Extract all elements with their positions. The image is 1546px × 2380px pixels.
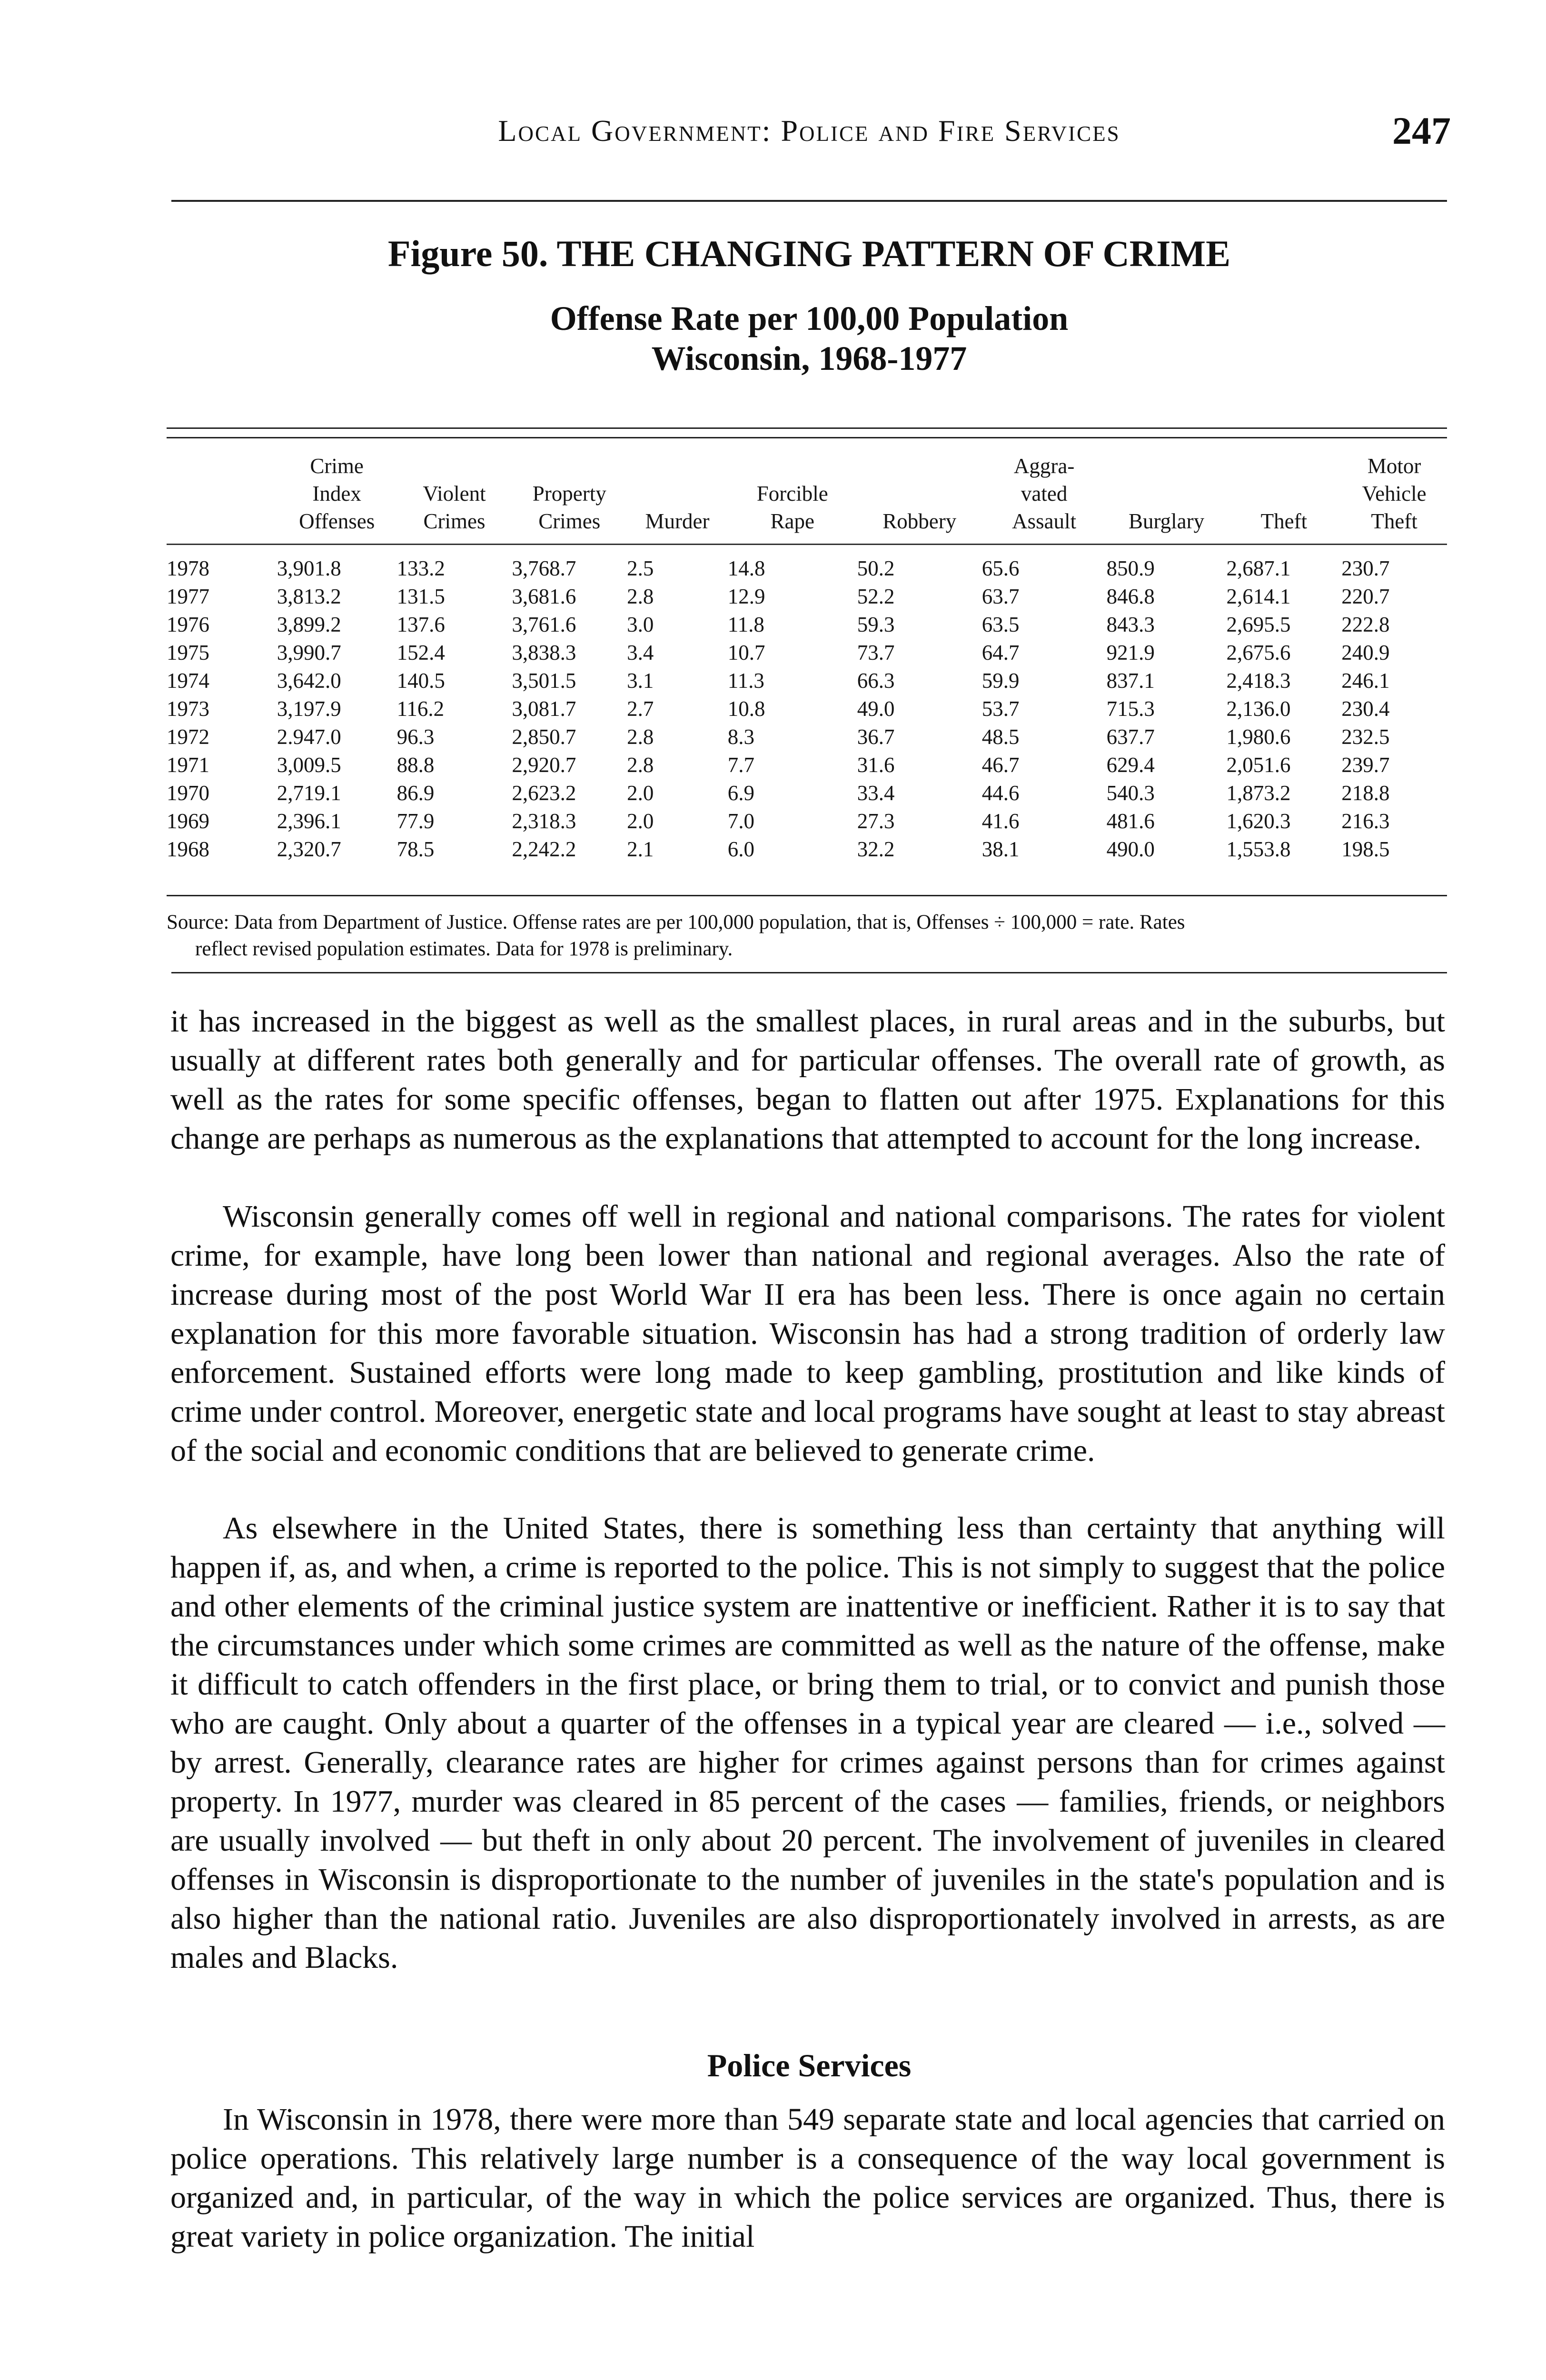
table-cell: 540.3	[1106, 781, 1155, 805]
row-year: 1976	[167, 613, 209, 636]
table-header-row	[167, 452, 1447, 545]
table-row	[167, 667, 1447, 695]
body-paragraph-4: In Wisconsin in 1978, there were more than 549 separate state and local agencies that carried on police operations. This relatively large number is a consequence of the way local government is organized and, in particular, of the way in which the police services are organized. Thus, there is great variety in police organization. The initial	[170, 2102, 1445, 2254]
column-header-line	[1107, 452, 1227, 480]
table-cell: 216.3	[1341, 809, 1390, 833]
table-cell: 2.7	[627, 697, 654, 721]
table-cell: 921.9	[1106, 641, 1155, 664]
table-cell: 2.0	[627, 781, 654, 805]
column-header-line: vated	[1021, 482, 1068, 506]
table-cell: 2.1	[627, 837, 654, 861]
column-header-0	[167, 452, 277, 545]
row-year: 1978	[167, 556, 209, 580]
column-header-line: Crimes	[538, 509, 601, 533]
column-header-line: Theft	[1371, 509, 1417, 533]
source-note-line2: reflect revised population estimates. Data for 1978 is preliminary.	[195, 938, 733, 960]
table-cell: 133.2	[396, 556, 445, 580]
table-cell: 3,761.6	[512, 613, 576, 636]
column-header-line: Theft	[1260, 509, 1308, 533]
table-cell: 490.0	[1106, 837, 1155, 861]
column-header-3	[512, 452, 627, 545]
table-cell: 86.9	[396, 781, 435, 805]
column-header-line: Index	[312, 482, 361, 506]
table-cell: 48.5	[981, 725, 1020, 749]
column-header-line	[167, 507, 277, 535]
column-header-7	[982, 452, 1107, 545]
table-cell: 222.8	[1341, 613, 1390, 636]
table-cell: 73.7	[857, 641, 895, 664]
table-cell: 3,197.9	[277, 697, 341, 721]
table-cell: 88.8	[396, 753, 435, 777]
column-header-1	[277, 452, 397, 545]
table-cell: 240.9	[1341, 641, 1390, 664]
table-cell: 12.9	[727, 585, 765, 608]
table-cell: 239.7	[1341, 753, 1390, 777]
figure-subtitle-line2: Wisconsin, 1968-1977	[651, 339, 967, 377]
table-cell: 11.3	[727, 669, 764, 693]
table-row	[167, 723, 1447, 751]
table-cell: 6.0	[727, 837, 754, 861]
table-body	[167, 545, 1447, 883]
column-header-line: Vehicle	[1362, 482, 1427, 506]
table-cell: 96.3	[396, 725, 435, 749]
running-head-title: Local Government: Police and Fire Services	[498, 114, 1120, 148]
row-year: 1972	[167, 725, 209, 749]
table-cell: 230.7	[1341, 556, 1390, 580]
table-cell: 3,838.3	[512, 641, 576, 664]
table-cell: 63.5	[981, 613, 1020, 636]
table-row	[167, 545, 1447, 583]
column-header-line: Forcible	[756, 482, 828, 506]
column-header-line	[512, 452, 627, 480]
column-header-line	[167, 480, 277, 507]
row-year: 1973	[167, 697, 209, 721]
table-cell: 2,318.3	[512, 809, 576, 833]
column-header-line: Robbery	[882, 509, 957, 533]
table-cell: 2,614.1	[1226, 585, 1291, 608]
source-note-line1: Source: Data from Department of Justice. Offense rates are per 100,000 population, that is, Offenses ÷ 100,000 = rate. Rates	[167, 911, 1185, 933]
table-cell: 218.8	[1341, 781, 1390, 805]
column-header-line	[397, 452, 512, 480]
table-cell: 198.5	[1341, 837, 1390, 861]
table-cell: 3.4	[627, 641, 654, 664]
table-cell: 31.6	[857, 753, 895, 777]
figure-title: Figure 50. THE CHANGING PATTERN OF CRIME	[387, 233, 1231, 274]
section-heading-police-services: Police Services	[707, 2047, 912, 2083]
column-header-line: Violent	[423, 482, 486, 506]
row-year: 1977	[167, 585, 209, 608]
table-cell: 3.1	[627, 669, 654, 693]
column-header-line: Murder	[645, 509, 710, 533]
column-header-line	[1226, 480, 1341, 507]
table-cell: 2,623.2	[512, 781, 576, 805]
table-top-rule	[167, 427, 1447, 429]
table-cell: 137.6	[396, 613, 445, 636]
table-cell: 38.1	[981, 837, 1020, 861]
table-cell: 637.7	[1106, 725, 1155, 749]
page-number: 247	[1392, 109, 1451, 152]
column-header-line: Offenses	[299, 509, 375, 533]
column-header-line: Crime	[310, 454, 364, 478]
table-cell: 66.3	[857, 669, 895, 693]
table-cell: 6.9	[727, 781, 754, 805]
table-cell: 36.7	[857, 725, 895, 749]
column-header-line	[1226, 452, 1341, 480]
table-cell: 10.7	[727, 641, 765, 664]
column-header-5	[728, 452, 857, 545]
body-paragraph-3: As elsewhere in the United States, there is something less than certainty that anything will happen if, as, and when, a crime is reported to the police. This is not simply to suggest that the police and other elements of the criminal justice system are inattentive or inefficient. Rather it is to say that the circumstances under which some crimes are committed as well as the nature of the offense, make it difficult to catch offenders in the first place, or bring them to trial, or to convict and punish those who are caught. Only about a quarter of the offenses in a typical year are cleared — i.e., solved — by arrest. Generally, clearance rates are higher for crimes against persons than for crimes against property. In 1977, murder was cleared in 85 percent of the cases — families, friends, or neighbors are usually involved — but theft in only about 20 percent. The involvement of juveniles in cleared offenses in Wisconsin is disproportionate to the number of juveniles in the state's population and is also higher than the national ratio. Juveniles are also disproportionately involved in arrests, as are males and Blacks.	[170, 1511, 1445, 1975]
table-cell: 65.6	[981, 556, 1020, 580]
table-cell: 7.7	[727, 753, 754, 777]
table-cell: 2,719.1	[277, 781, 341, 805]
body-paragraph-1: it has increased in the biggest as well as the smallest places, in rural areas and in the suburbs, but usually at different rates both generally and for particular offenses. The overall rate of growth, as well as the rates for some specific offenses, began to flatten out after 1975. Explanations for this change are perhaps as numerous as the explanations that attempted to account for the long increase.	[170, 1004, 1445, 1156]
column-header-line: Motor	[1367, 454, 1421, 478]
column-header-10	[1341, 452, 1447, 545]
table-cell: 3,901.8	[277, 556, 341, 580]
table-cell: 2,687.1	[1226, 556, 1291, 580]
column-header-line: Aggra-	[1013, 454, 1075, 478]
column-header-line	[627, 452, 728, 480]
source-note	[167, 909, 1447, 962]
table-cell: 2.8	[627, 753, 654, 777]
table-cell: 50.2	[857, 556, 895, 580]
table-cell: 3,990.7	[277, 641, 341, 664]
column-header-4	[627, 452, 728, 545]
column-header-line	[167, 452, 277, 480]
table-cell: 3.0	[627, 613, 654, 636]
table-cell: 2,675.6	[1226, 641, 1291, 664]
table-cell: 3,081.7	[512, 697, 576, 721]
table-cell: 246.1	[1341, 669, 1390, 693]
table-cell: 715.3	[1106, 697, 1155, 721]
table-cell: 481.6	[1106, 809, 1155, 833]
table-cell: 53.7	[981, 697, 1020, 721]
column-header-line: Assault	[1012, 509, 1077, 533]
table-row	[167, 695, 1447, 723]
table-cell: 64.7	[981, 641, 1020, 664]
body-paragraph-2: Wisconsin generally comes off well in regional and national comparisons. The rates for violent crime, for example, have long been lower than national and regional averages. Also the rate of increase during most of the post World War II era has been less. There is once again no certain explanation for this more favorable situation. Wisconsin has had a strong tradition of orderly law enforcement. Sustained efforts were long made to keep gambling, prostitution and like kinds of crime under control. Moreover, energetic state and local programs have sought at least to stay abreast of the social and economic conditions that are believed to generate crime.	[170, 1199, 1445, 1468]
figure-subtitle-line1: Offense Rate per 100,00 Population	[550, 299, 1069, 337]
column-header-6	[857, 452, 982, 545]
table-cell: 2,695.5	[1226, 613, 1291, 636]
table-cell: 131.5	[396, 585, 445, 608]
table-cell: 3,681.6	[512, 585, 576, 608]
column-header-8	[1107, 452, 1227, 545]
table-cell: 220.7	[1341, 585, 1390, 608]
table-cell: 230.4	[1341, 697, 1390, 721]
column-header-line	[857, 480, 982, 507]
table-cell: 2,418.3	[1226, 669, 1291, 693]
column-header-line: Rape	[770, 509, 814, 533]
column-header-9	[1226, 452, 1341, 545]
table-top-rule-2	[167, 437, 1447, 438]
column-header-line: Crimes	[423, 509, 486, 533]
crime-rate-table	[167, 452, 1447, 883]
row-year: 1975	[167, 641, 209, 664]
table-cell: 846.8	[1106, 585, 1155, 608]
row-year: 1969	[167, 809, 209, 833]
table-row	[167, 583, 1447, 611]
table-cell: 2,136.0	[1226, 697, 1291, 721]
table-cell: 116.2	[396, 697, 445, 721]
source-bottom-rule	[171, 972, 1447, 973]
table-cell: 63.7	[981, 585, 1020, 608]
table-cell: 32.2	[857, 837, 895, 861]
table-cell: 52.2	[857, 585, 895, 608]
table-row	[167, 779, 1447, 807]
table-cell: 46.7	[981, 753, 1020, 777]
table-row	[167, 807, 1447, 835]
table-cell: 8.3	[727, 725, 754, 749]
table-cell: 232.5	[1341, 725, 1390, 749]
table-cell: 1,873.2	[1226, 781, 1291, 805]
table-cell: 2.0	[627, 809, 654, 833]
table-cell: 2,920.7	[512, 753, 576, 777]
table-cell: 1,620.3	[1226, 809, 1291, 833]
table-cell: 11.8	[727, 613, 764, 636]
table-cell: 629.4	[1106, 753, 1155, 777]
column-header-line	[857, 452, 982, 480]
column-header-line	[1107, 480, 1227, 507]
table-cell: 2.5	[627, 556, 654, 580]
table-cell: 3,642.0	[277, 669, 341, 693]
table-cell: 2.8	[627, 725, 654, 749]
table-cell: 3,009.5	[277, 753, 341, 777]
table-cell: 3,768.7	[512, 556, 576, 580]
table-cell: 41.6	[981, 809, 1020, 833]
table-cell: 140.5	[396, 669, 445, 693]
row-year: 1974	[167, 669, 209, 693]
table-cell: 2,850.7	[512, 725, 576, 749]
table-cell: 1,553.8	[1226, 837, 1291, 861]
table-cell: 27.3	[857, 809, 895, 833]
table-cell: 3,501.5	[512, 669, 576, 693]
row-year: 1970	[167, 781, 209, 805]
table-row	[167, 751, 1447, 779]
column-header-line	[728, 452, 857, 480]
row-year: 1968	[167, 837, 209, 861]
table-row	[167, 639, 1447, 667]
table-cell: 49.0	[857, 697, 895, 721]
table-cell: 850.9	[1106, 556, 1155, 580]
table-cell: 2,051.6	[1226, 753, 1291, 777]
table-cell: 7.0	[727, 809, 754, 833]
table-cell: 2,242.2	[512, 837, 576, 861]
table-cell: 3,899.2	[277, 613, 341, 636]
table-cell: 843.3	[1106, 613, 1155, 636]
table-bottom-rule	[167, 895, 1447, 896]
table-cell: 2,320.7	[277, 837, 341, 861]
table-cell: 59.3	[857, 613, 895, 636]
column-header-line: Property	[532, 482, 606, 506]
table-cell: 3,813.2	[277, 585, 341, 608]
table-cell: 77.9	[396, 809, 435, 833]
column-header-2	[397, 452, 512, 545]
row-year: 1971	[167, 753, 209, 777]
table-cell: 1,980.6	[1226, 725, 1291, 749]
table-cell: 2.8	[627, 585, 654, 608]
column-header-line: Burglary	[1128, 509, 1205, 533]
table-row	[167, 835, 1447, 883]
table-cell: 78.5	[396, 837, 435, 861]
table-cell: 10.8	[727, 697, 765, 721]
table-row	[167, 611, 1447, 639]
top-rule	[171, 200, 1447, 202]
column-header-line	[627, 480, 728, 507]
table-cell: 59.9	[981, 669, 1020, 693]
table-cell: 152.4	[396, 641, 445, 664]
table-cell: 837.1	[1106, 669, 1155, 693]
table-cell: 44.6	[981, 781, 1020, 805]
table-cell: 33.4	[857, 781, 895, 805]
table-cell: 14.8	[727, 556, 765, 580]
table-cell: 2.947.0	[277, 725, 341, 749]
table-cell: 2,396.1	[277, 809, 341, 833]
